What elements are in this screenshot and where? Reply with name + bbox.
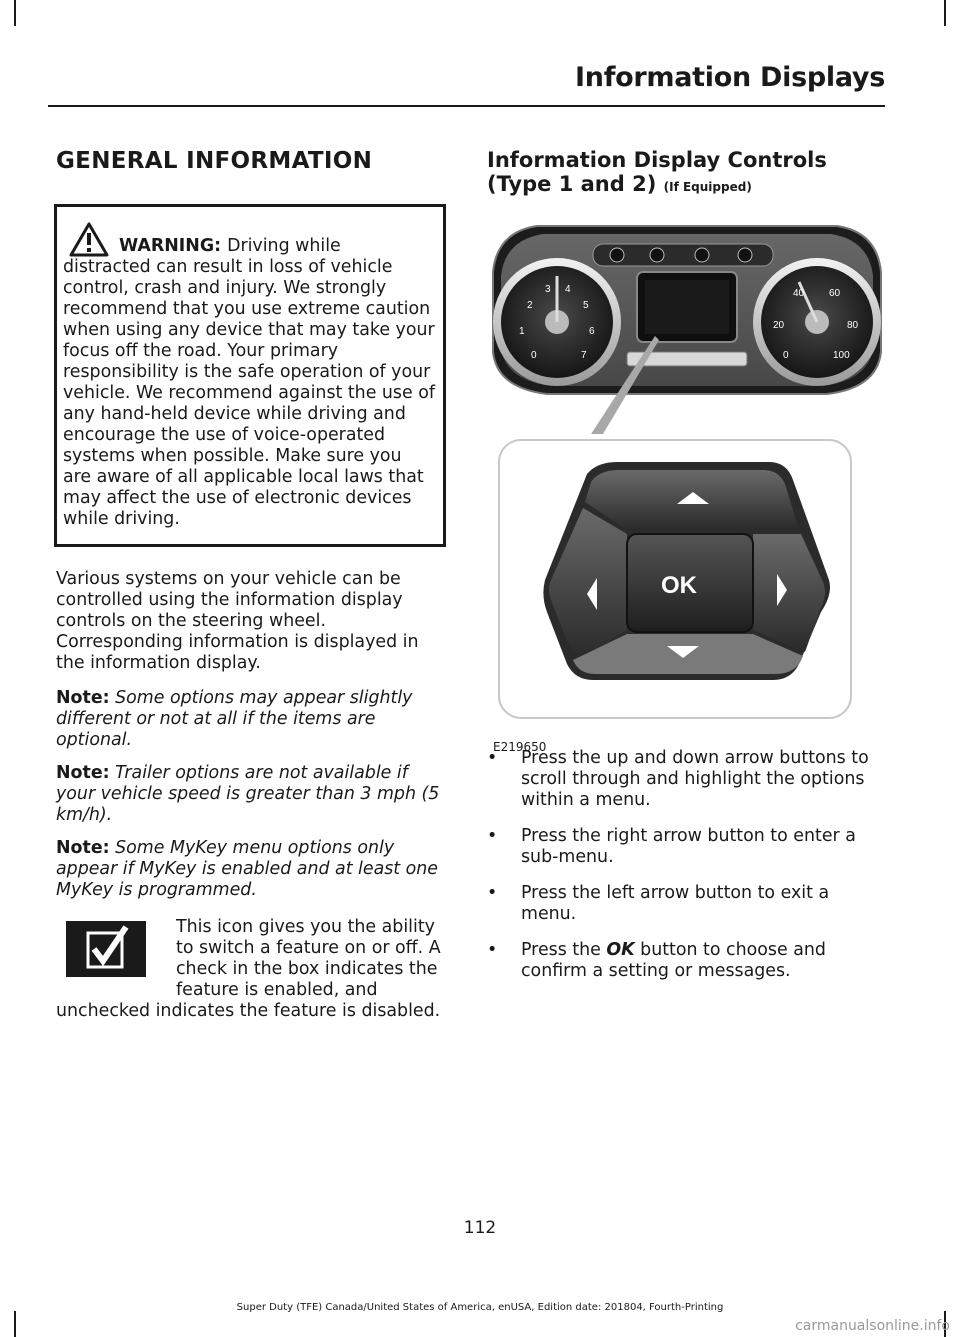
bullet-marker: • [487, 826, 498, 846]
aux-gauges [593, 244, 773, 266]
controls-bullet-list [487, 748, 887, 997]
instrument-cluster [493, 226, 881, 394]
header-rule [48, 105, 885, 107]
list-item [487, 940, 887, 982]
speedo-tick-label: 20 [773, 320, 785, 331]
figure-code: E219650 [493, 740, 547, 754]
speedo-tick-label: 80 [847, 320, 859, 331]
warning-text-start: Driving while [227, 236, 341, 256]
note-label: Note: [56, 838, 110, 858]
bullet-marker: • [487, 940, 498, 960]
instrument-cluster-figure [487, 212, 887, 732]
if-equipped-label: (If Equipped) [663, 180, 752, 194]
checkbox-explanation [56, 917, 446, 1022]
note-optional [56, 688, 446, 751]
list-item [487, 748, 887, 811]
list-item [487, 826, 887, 868]
tach-tick-label: 4 [565, 284, 571, 295]
note-mykey [56, 838, 446, 901]
ok-emphasis: OK [606, 940, 635, 960]
crop-mark [14, 1311, 16, 1337]
bullet-text: button to choose and confirm a setting or messages. [521, 940, 826, 981]
crop-mark [14, 0, 16, 26]
right-column [487, 148, 887, 981]
page-header-title: Information Displays [575, 62, 885, 93]
section-title: GENERAL INFORMATION [56, 148, 373, 174]
controls-title [487, 148, 887, 199]
bullet-marker: • [487, 748, 498, 768]
note-text: Some MyKey menu options only appear if MyKey is enabled and at least one MyKey is programmed. [56, 838, 438, 900]
tachometer-gauge [493, 258, 621, 386]
tach-tick-label: 7 [581, 350, 587, 361]
bullet-text: Press the left arrow button to exit a menu. [521, 883, 830, 924]
crop-mark [944, 0, 946, 26]
page-footer: Super Duty (TFE) Canada/United States of America, enUSA, Edition date: 201804, Fourth-Printing [236, 1302, 724, 1313]
tach-tick-label: 0 [531, 350, 537, 361]
checkbox-explanation-text: This icon gives you the ability to switch a feature on or off. A check in the box indicates the feature is enabled, and unchecked indicates the feature is disabled. [56, 917, 441, 1021]
controls-title-text: Information Display Controls (Type 1 and 2) [487, 148, 827, 196]
warning-triangle-icon [63, 221, 115, 257]
bullet-text: Press the right arrow button to enter a sub-menu. [521, 826, 856, 867]
watermark: carmanualsonline.info [795, 1318, 950, 1334]
steering-wheel-controls [499, 440, 851, 718]
tach-tick-label: 6 [589, 326, 595, 337]
warning-text: distracted can result in loss of vehicle control, crash and injury. We strongly recommend that you use extreme caution when using any device that may take your focus off the road. Your primary responsibility is the safe operation of your vehicle. We recommend against the use of any hand-held device while driving and encourage the use of voice-operated systems when possible. Make sure you are aware of all applicable local laws that may affect the use of electronic devices while driving. [63, 257, 435, 529]
note-label: Note: [56, 688, 110, 708]
note-label: Note: [56, 763, 110, 783]
tach-tick-label: 3 [545, 284, 551, 295]
tach-tick-label: 2 [527, 300, 533, 311]
note-trailer [56, 763, 446, 826]
tach-tick-label: 5 [583, 300, 589, 311]
ok-button-label: OK [661, 572, 697, 599]
checkbox-checked-icon [66, 921, 146, 977]
speedo-tick-label: 0 [783, 350, 789, 361]
speedo-tick-label: 60 [829, 288, 841, 299]
warning-label: WARNING: [119, 236, 222, 256]
speedo-tick-label: 100 [833, 350, 850, 361]
bullet-marker: • [487, 883, 498, 903]
intro-paragraph: Various systems on your vehicle can be controlled using the information display controls on the steering wheel. Corresponding information is displayed in the information display. [56, 569, 419, 673]
bullet-text: Press the [521, 940, 601, 960]
note-text: Some options may appear slightly different or not at all if the items are optional. [56, 688, 413, 750]
left-column [56, 148, 446, 1022]
warning-first-line [63, 221, 435, 257]
page-number: 112 [463, 1218, 497, 1238]
list-item [487, 883, 887, 925]
bullet-text: Press the up and down arrow buttons to scroll through and highlight the options within a menu. [521, 748, 869, 810]
speedo-tick-label: 40 [793, 288, 805, 299]
tach-tick-label: 1 [519, 326, 525, 337]
warning-box [54, 204, 446, 547]
note-text: Trailer options are not available if your vehicle speed is greater than 3 mph (5 km/h). [56, 763, 440, 825]
